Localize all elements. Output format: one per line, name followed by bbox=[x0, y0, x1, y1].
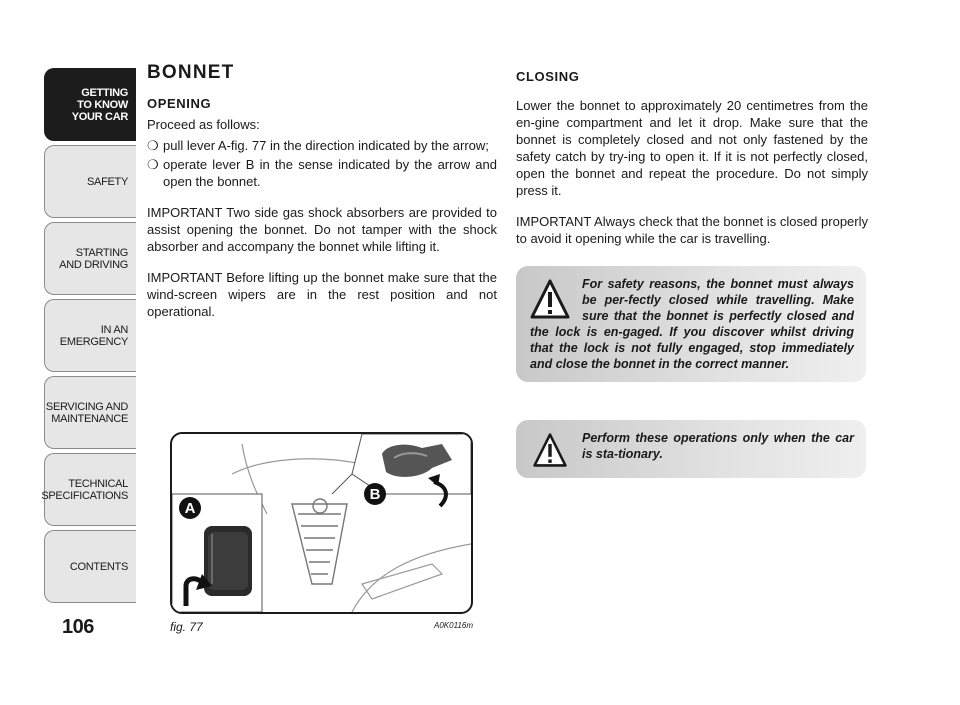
figure-bonnet-levers bbox=[170, 432, 473, 614]
chapter-sidebar bbox=[41, 68, 136, 607]
opening-heading: OPENING bbox=[147, 96, 212, 111]
tab-safety[interactable]: SAFETY bbox=[44, 145, 136, 218]
important-note-shock-absorbers: IMPORTANT Two side gas shock absorbers are provided to assist opening the bonnet. Do not tamper with the shock absorber and accompany the bonnet while lifting it. bbox=[147, 205, 497, 254]
important-note-closed: IMPORTANT Always check that the bonnet is closed properly to avoid it opening while the car is travelling. bbox=[516, 214, 868, 246]
bonnet-illustration bbox=[172, 434, 471, 612]
warning-text: For safety reasons, the bonnet must always be per-fectly closed while travelling. Make sure that the bonnet is perfectly closed and the lock is en-gaged. If you discover whilst driving that the lock is not fully engaged, stop immediately and close the bonnet in the correct manner. bbox=[530, 277, 854, 371]
warning-box-bonnet-closed bbox=[516, 266, 866, 382]
section-title: BONNET bbox=[147, 62, 235, 83]
intro-text: Proceed as follows: bbox=[147, 117, 260, 132]
page-number: 106 bbox=[62, 616, 94, 638]
left-column bbox=[147, 64, 497, 320]
callout-b-label: B bbox=[369, 486, 381, 503]
bullet-mark: ❍ bbox=[147, 138, 159, 153]
warning-triangle-icon bbox=[530, 278, 570, 320]
grille-shape bbox=[292, 499, 347, 584]
warning-text: Perform these operations only when the car is sta-tionary. bbox=[582, 431, 854, 461]
closing-text: Lower the bonnet to approximately 20 centimetres from the en-gine compartment and let it drop. Make sure that the bonnet is completely closed and not only fastened by the safety catch by try-ing to open it. If it is not perfectly closed, open the bonnet and repeat the procedure. Do not simply press it. bbox=[516, 98, 868, 198]
figure-code: A0K0116m bbox=[434, 621, 473, 630]
bullet-mark: ❍ bbox=[147, 157, 159, 172]
steps-list bbox=[147, 137, 497, 190]
tab-servicing-and-maintenance[interactable]: SERVICING AND MAINTENANCE bbox=[44, 376, 136, 449]
list-item: ❍ operate lever B in the sense indicated by the arrow and open the bonnet. bbox=[147, 157, 497, 189]
figure-caption: fig. 77 bbox=[170, 620, 203, 634]
closing-heading: CLOSING bbox=[516, 69, 580, 84]
tab-in-an-emergency[interactable]: IN AN EMERGENCY bbox=[44, 299, 136, 372]
tab-starting-and-driving[interactable]: STARTING AND DRIVING bbox=[44, 222, 136, 295]
important-note-wipers: IMPORTANT Before lifting up the bonnet make sure that the wind-screen wipers are in the rest position and not operational. bbox=[147, 270, 497, 319]
callout-a-label: A bbox=[184, 500, 196, 517]
tab-technical-specifications[interactable]: TECHNICAL SPECIFICATIONS bbox=[44, 453, 136, 526]
tab-getting-to-know-your-car[interactable]: GETTING TO KNOW YOUR CAR bbox=[44, 68, 136, 141]
warning-box-stationary bbox=[516, 420, 866, 478]
list-item: ❍ pull lever A-fig. 77 in the direction indicated by the arrow; bbox=[147, 138, 489, 153]
right-column bbox=[516, 68, 868, 247]
warning-triangle-icon bbox=[530, 432, 570, 468]
tab-contents[interactable]: CONTENTS bbox=[44, 530, 136, 603]
